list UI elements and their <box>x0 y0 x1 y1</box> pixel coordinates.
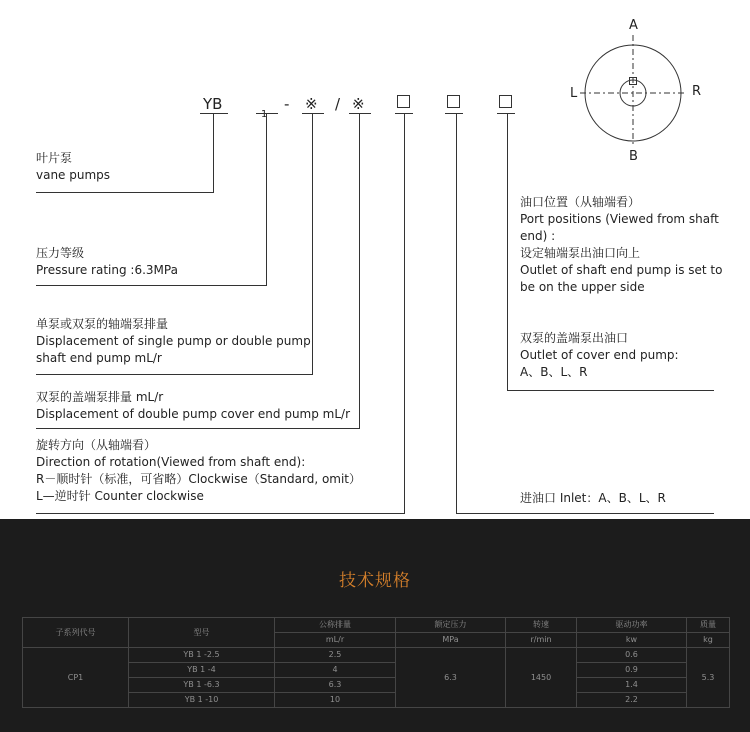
unit-mass: kg <box>687 633 730 648</box>
cell-displacement: 10 <box>275 693 396 708</box>
cell-model: YB 1 -2.5 <box>129 648 275 663</box>
unit-displacement: mL/r <box>275 633 396 648</box>
label-vane-pumps: 叶片泵 vane pumps <box>36 151 111 182</box>
code-mark-1: ※ <box>305 95 318 113</box>
cell-series: CP1 <box>23 648 129 708</box>
cell-model: YB 1 -10 <box>129 693 275 708</box>
unit-power: kw <box>577 633 687 648</box>
cell-pressure: 6.3 <box>396 648 506 708</box>
cell-model: YB 1 -6.3 <box>129 678 275 693</box>
table-header-row <box>23 618 730 633</box>
unit-speed: r/min <box>506 633 577 648</box>
cell-power: 1.4 <box>577 678 687 693</box>
cell-power: 0.6 <box>577 648 687 663</box>
label-single-double-displacement: 单泵或双泵的轴端泵排量 Displacement of single pump or double pump shaft end pump mL/r <box>36 317 311 365</box>
label-cover-outlet: 双泵的盖端泵出油口 Outlet of cover end pump: A、B、L、R <box>520 331 679 379</box>
col-model: 型号 <box>129 618 275 648</box>
col-power: 驱动功率 <box>577 618 687 633</box>
cell-displacement: 2.5 <box>275 648 396 663</box>
code-subscript: 1 <box>261 109 268 120</box>
code-prefix: YB <box>203 95 223 113</box>
code-box-1 <box>398 96 410 108</box>
table-row <box>23 663 730 678</box>
compass-top: A <box>629 18 638 33</box>
col-series: 子系列代号 <box>23 618 129 648</box>
code-dash: - <box>284 95 290 113</box>
code-box-2 <box>448 96 460 108</box>
label-port-positions: 油口位置（从轴端看） Port positions (Viewed from shaft end) : 设定轴端泵出油口向上 Outlet of shaft end pump is set to be on the upper side <box>520 195 723 294</box>
label-rotation-direction: 旋转方向（从轴端看） Direction of rotation(Viewed from shaft end): R－顺时针（标准，可省略）Clockwise（Standard, omit） L—逆时针 Counter clockwise <box>36 438 362 503</box>
col-mass: 质量 <box>687 618 730 633</box>
compass-right: R <box>692 84 702 99</box>
compass-bottom: B <box>629 149 638 164</box>
col-speed: 转速 <box>506 618 577 633</box>
unit-pressure: MPa <box>396 633 506 648</box>
code-mark-2: ※ <box>352 95 365 113</box>
cell-displacement: 6.3 <box>275 678 396 693</box>
cell-displacement: 4 <box>275 663 396 678</box>
spec-table <box>22 617 730 708</box>
label-cover-displacement: 双泵的盖端泵排量 mL/r Displacement of double pump cover end pump mL/r <box>36 390 351 421</box>
table-row <box>23 693 730 708</box>
spec-title: 技术规格 <box>339 571 411 591</box>
cell-power: 2.2 <box>577 693 687 708</box>
label-inlet: 进油口 Inlet：A、B、L、R <box>520 491 666 505</box>
col-displacement: 公称排量 <box>275 618 396 633</box>
code-slash: / <box>335 95 341 113</box>
code-box-3 <box>500 96 512 108</box>
label-pressure-rating: 压力等级 Pressure rating :6.3MPa <box>36 246 178 277</box>
col-pressure: 额定压力 <box>396 618 506 633</box>
compass-left: L <box>570 86 578 101</box>
table-row <box>23 648 730 663</box>
cell-speed: 1450 <box>506 648 577 708</box>
port-diagram <box>580 35 686 147</box>
table-row <box>23 678 730 693</box>
cell-power: 0.9 <box>577 663 687 678</box>
cell-model: YB 1 -4 <box>129 663 275 678</box>
cell-mass: 5.3 <box>687 648 730 708</box>
